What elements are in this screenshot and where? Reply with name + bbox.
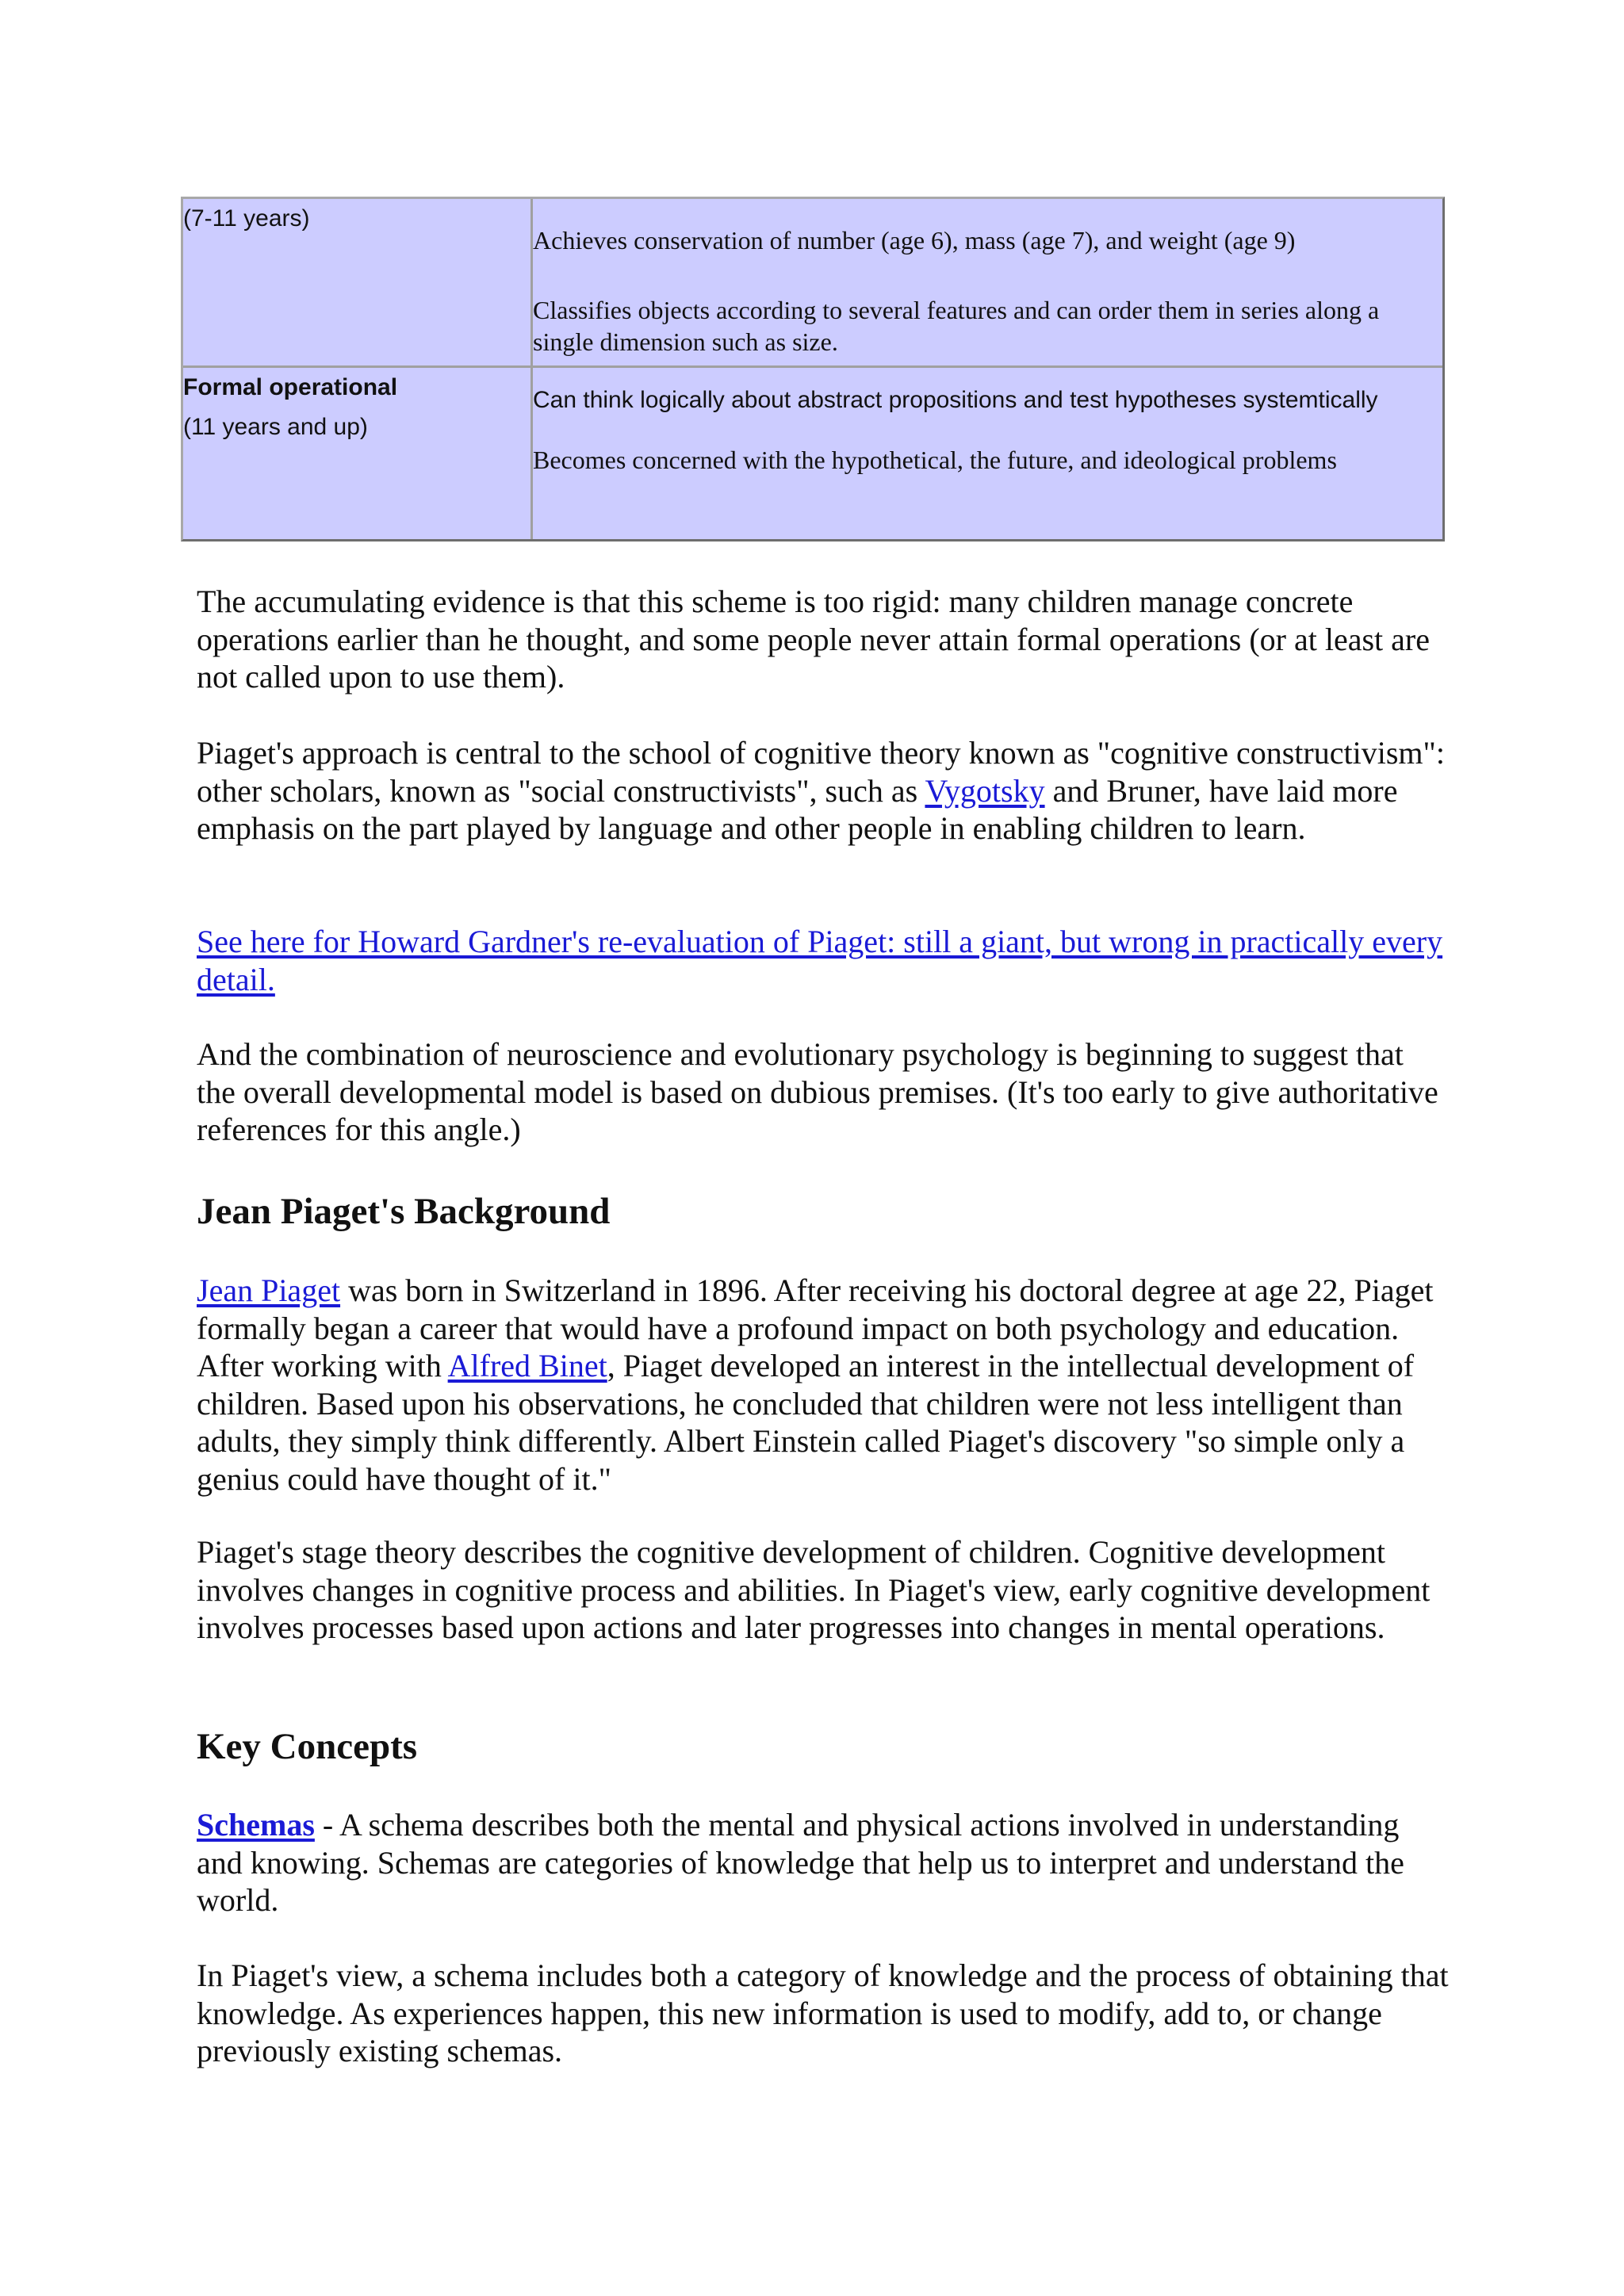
description-cell (533, 368, 1442, 539)
paragraph-evidence: The accumulating evidence is that this scheme is too rigid: many children manage concrete operations earlier than he thought, and some people never attain formal operations (or at least are not called upon to use them). (197, 584, 1430, 695)
paragraph-gardner (197, 923, 1450, 998)
heading-key-concepts: Key Concepts (197, 1726, 418, 1767)
alfred-binet-link[interactable]: Alfred Binet (447, 1348, 607, 1383)
paragraph-schema-view: In Piaget's view, a schema includes both a category of knowledge and the process of obtaining that knowledge. As experiences happen, this new information is used to modify, add to, or change previously existing schemas. (197, 1957, 1449, 2068)
table-row (183, 368, 1442, 539)
schemas-link[interactable]: Schemas (197, 1807, 315, 1843)
stage-description: Can think logically about abstract propositions and test hypotheses systemtically (533, 387, 1378, 413)
paragraph-text: and Bruner, have laid more emphasis on the part played by language and other people in enabling children to learn. (197, 772, 1398, 846)
gardner-reevaluation-link[interactable]: See here for Howard Gardner's re-evaluation of Piaget: still a giant, but wrong in practically every detail. (197, 924, 1443, 997)
paragraph-constructivism (197, 734, 1450, 848)
stage-name: Formal operational (183, 374, 398, 400)
heading-background: Jean Piaget's Background (197, 1191, 611, 1232)
paragraph-schemas (197, 1806, 1450, 1919)
paragraph-stage-theory: Piaget's stage theory describes the cognitive development of children. Cognitive development involves changes in cognitive process and abilities. In Piaget's view, early cognitive development involves processes based upon actions and later progresses into changes in mental operations. (197, 1534, 1431, 1645)
table-row (183, 199, 1442, 368)
paragraph-text: was born in Switzerland in 1896. After receiving his doctoral degree at age 22, Piaget formally began a career that would have a profound impact on both psychology and education. After working with (197, 1272, 1434, 1383)
stage-cell (183, 199, 533, 368)
paragraph-text: Piaget's approach is central to the school of cognitive theory known as "cognitive constructivism": other scholars, known as "social constructivists", such as (197, 735, 1445, 809)
paragraph-neuroscience: And the combination of neuroscience and evolutionary psychology is beginning to suggest that the overall developmental model is based on dubious premises. (It's too early to give authoritative references for this angle.) (197, 1036, 1438, 1147)
stage-description: Achieves conservation of number (age 6), mass (age 7), and weight (age 9) (533, 226, 1296, 254)
stage-cell (183, 368, 533, 539)
description-cell (533, 199, 1442, 368)
stage-description: Classifies objects according to several features and can order them in series along a single dimension such as size. (533, 296, 1380, 356)
stages-table (181, 197, 1445, 541)
paragraph-text: - A schema describes both the mental and physical actions involved in understanding and knowing. Schemas are categories of knowledge that help us to interpret and understand the world. (197, 1807, 1404, 1918)
stage-age: (11 years and up) (183, 414, 368, 440)
stage-description: Becomes concerned with the hypothetical, the future, and ideological problems (533, 446, 1337, 474)
paragraph-biography (197, 1272, 1450, 1498)
vygotsky-link[interactable]: Vygotsky (925, 772, 1045, 809)
stage-age: (7-11 years) (183, 205, 310, 232)
jean-piaget-link[interactable]: Jean Piaget (197, 1272, 341, 1308)
paragraph-text: , Piaget developed an interest in the intellectual development of children. Based upon his observations, he concluded that children were not less intelligent than adults, they simply think differently. Albert Einstein called Piaget's discovery "so simple only a genius could have thought of it." (197, 1348, 1415, 1497)
